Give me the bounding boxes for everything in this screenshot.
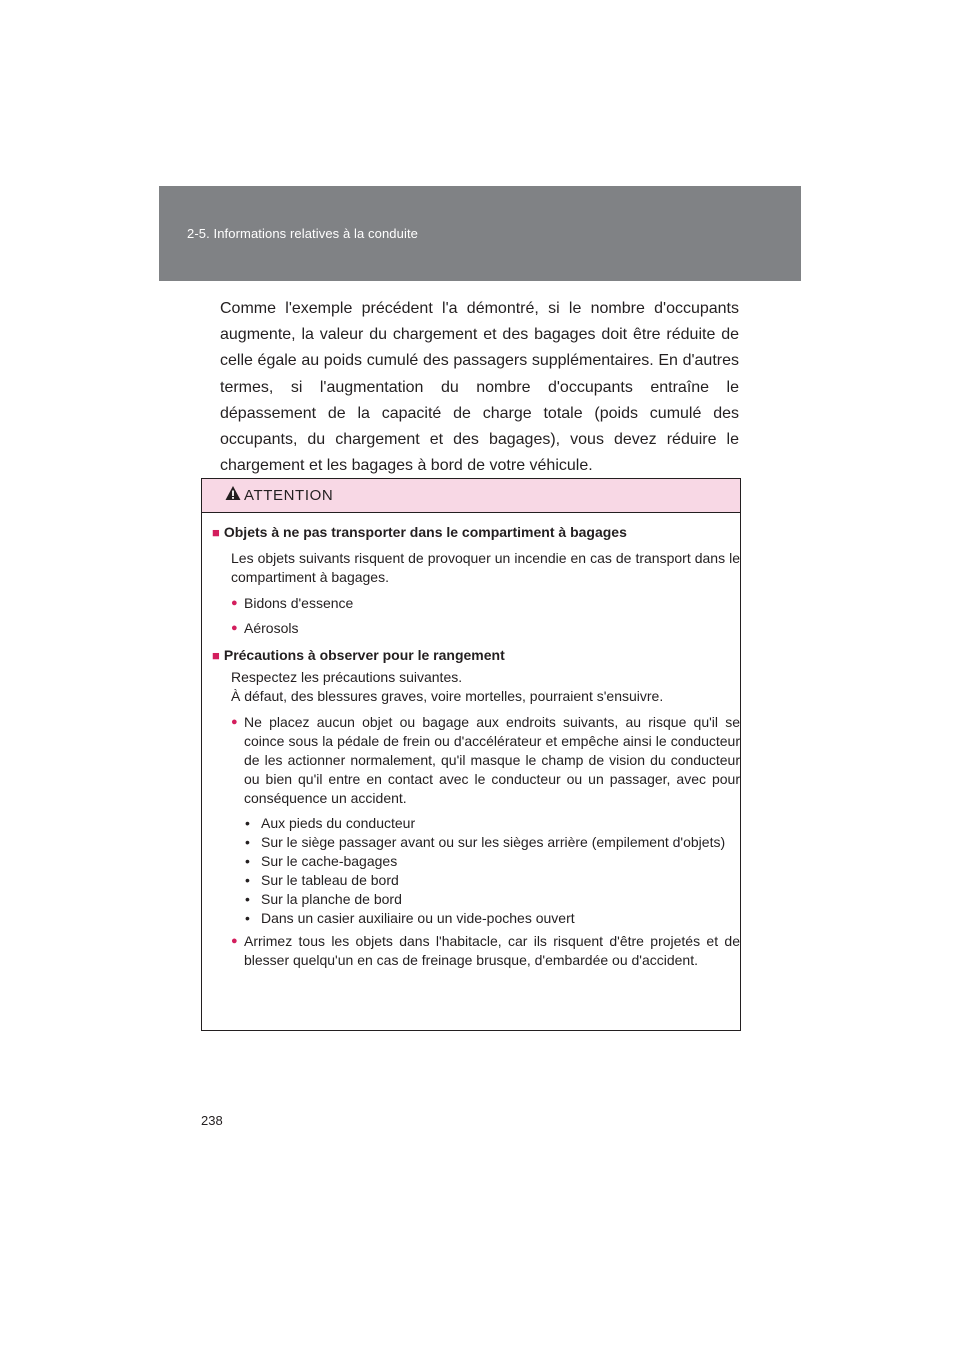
warning-section-text: Les objets suivants risquent de provoquer un incendie en cas de transport dans le compartiment à bagages. — [231, 550, 740, 585]
warning-section-text: Respectez les précautions suivantes. — [231, 669, 463, 685]
circle-bullet-icon: ● — [231, 597, 238, 609]
intro-paragraph: Comme l'exemple précédent l'a démontré, si le nombre d'occupants augmente, la valeur du chargement et des bagages doit être réduite de celle égale au poids cumulé des passagers supplémentaires. En d'autres termes, si l'augmentation du nombre d'occupants entraîne le dépassement de la capacité de charge totale (poids cumulé des occupants, du chargement et des bagages), vous devez réduire le chargement et les bagages à bord de votre véhicule. — [220, 300, 739, 475]
sub-list-item: • Sur le tableau de bord — [245, 872, 399, 888]
square-bullet-icon: ■ — [212, 648, 220, 663]
sub-list-item: • Sur le siège passager avant ou sur les sièges arrière (empilement d'objets) — [245, 834, 726, 850]
list-item: ● Ne placez aucun objet ou bagage aux endroits suivants, au risque qu'il se coince sous la pédale de frein ou d'accélérateur et empêche ainsi le conducteur de les actionner normalement, qu'il masque le champ de vision du conducteur ou bien qu'il entre en contact avec le conducteur ou un passager, avec pour conséquence un accident. — [231, 714, 740, 806]
warning-title: ATTENTION — [244, 487, 334, 504]
warning-header — [202, 479, 740, 513]
section-header-band — [159, 186, 801, 281]
list-item: ● Arrimez tous les objets dans l'habitacle, car ils risquent d'être projetés et de blesser quelqu'un en cas de freinage brusque, d'embardée ou d'accident. — [231, 933, 740, 968]
circle-bullet-icon: ● — [231, 716, 238, 728]
warning-section-text: À défaut, des blessures graves, voire mortelles, pourraient s'ensuivre. — [231, 688, 664, 704]
list-item: ● Aérosols — [231, 620, 299, 636]
warning-body — [212, 519, 740, 970]
warning-triangle-icon — [225, 485, 241, 501]
list-item: ● Bidons d'essence — [231, 595, 354, 611]
sub-list-item: • Sur le cache-bagages — [245, 853, 398, 869]
page-number: 238 — [201, 1113, 223, 1128]
sub-list-item: • Aux pieds du conducteur — [245, 815, 416, 831]
sub-list-item: • Dans un casier auxiliaire ou un vide-poches ouvert — [245, 910, 575, 926]
warning-box — [201, 478, 741, 1031]
sub-list-item: • Sur la planche de bord — [245, 891, 402, 907]
warning-section-title: ■ Précautions à observer pour le rangement — [212, 647, 505, 663]
square-bullet-icon: ■ — [212, 525, 220, 540]
circle-bullet-icon: ● — [231, 622, 238, 634]
warning-section-title: ■ Objets à ne pas transporter dans le compartiment à bagages — [212, 524, 627, 540]
section-title: 2-5. Informations relatives à la conduite — [187, 226, 418, 241]
circle-bullet-icon: ● — [231, 935, 238, 947]
